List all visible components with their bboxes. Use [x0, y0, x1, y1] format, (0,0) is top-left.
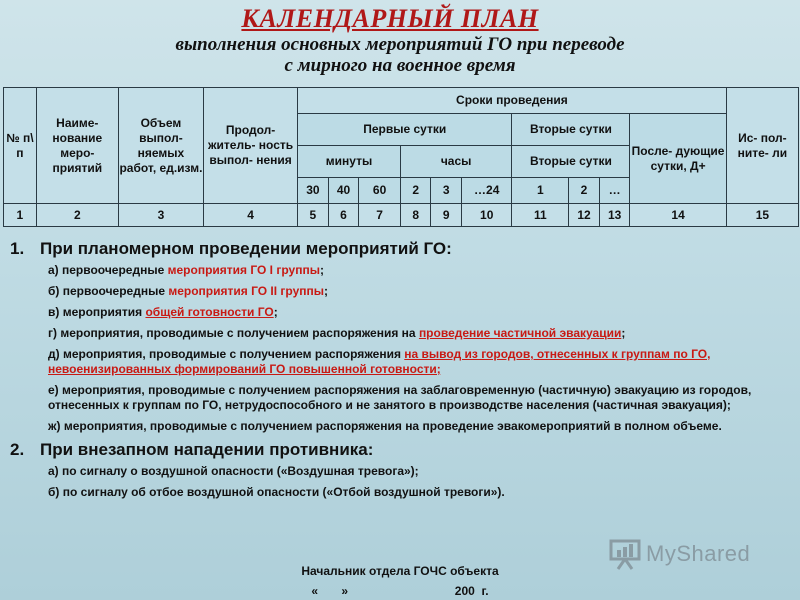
item-highlight: мероприятия ГО I группы: [167, 263, 320, 277]
section-2-number: 2.: [10, 440, 25, 459]
cell-min-60: 60: [359, 178, 401, 204]
section-1-number: 1.: [10, 239, 25, 258]
cell-min-40: 40: [328, 178, 359, 204]
col-number: 11: [512, 204, 569, 227]
col-number: 12: [569, 204, 600, 227]
item-highlight: на вывод из городов, отнесенных к группам по ГО, невоенизированных формирований ГО повышенной готовности;: [48, 347, 711, 376]
item-highlight: общей готовности ГО: [145, 305, 274, 319]
item-text: д) мероприятия, проводимые с получением распоряжения: [48, 347, 405, 361]
item-1a: [48, 263, 795, 278]
header-minutes: минуты: [298, 146, 401, 178]
item-text: б) первоочередные: [48, 284, 169, 298]
header-next-days: После- дующие сутки, Д+: [630, 114, 726, 204]
cell-day-more: …: [599, 178, 630, 204]
section-2-heading: [10, 440, 795, 460]
presentation-board-icon: [608, 538, 642, 570]
cell-hour-3: 3: [431, 178, 462, 204]
item-1e: [48, 347, 795, 377]
col-number: 1: [4, 204, 37, 227]
header-duration: Продол- житель- ность выпол- нения: [204, 88, 298, 204]
page-title: КАЛЕНДАРНЫЙ ПЛАН: [241, 4, 539, 33]
header-hours: часы: [400, 146, 512, 178]
col-number: 5: [298, 204, 329, 227]
cell-hour-24: …24: [462, 178, 512, 204]
header: [0, 4, 800, 76]
item-2b: б) по сигналу об отбое воздушной опасности («Отбой воздушной тревоги»).: [48, 485, 505, 499]
item-1g: ж) мероприятия, проводимые с получением распоряжения на проведение эвакомероприятий в полном объеме.: [48, 419, 722, 433]
item-1d: [48, 326, 795, 341]
watermark-logo: [608, 538, 768, 570]
item-text: ;: [324, 284, 329, 298]
section-1-heading: [10, 239, 795, 259]
item-1b: [48, 284, 795, 299]
item-text: ;: [621, 326, 626, 340]
col-number: 4: [204, 204, 298, 227]
col-number: 9: [431, 204, 462, 227]
content: [10, 235, 795, 506]
header-no: № п\ п: [4, 88, 37, 204]
header-second-day-sub: Вторые сутки: [512, 146, 630, 178]
item-highlight: мероприятия ГО II группы: [168, 284, 325, 298]
item-1f: е) мероприятия, проводимые с получением распоряжения на заблаговременную (частичную) эвакуацию из городов, отнесенных к группам по ГО, нетрудоспособного и не занятого в производстве населения (частичная эвакуация);: [48, 383, 752, 412]
col-number: 2: [36, 204, 118, 227]
header-first-day: Первые сутки: [298, 114, 512, 146]
item-text: а) первоочередные: [48, 263, 168, 277]
subtitle-line-2: с мирного на военное время: [284, 55, 516, 76]
section-1-title: При планомерном проведении мероприятий ГО:: [40, 239, 452, 258]
plan-table: [3, 87, 799, 227]
subtitle-line-1: выполнения основных мероприятий ГО при переводе: [175, 34, 625, 55]
col-number: 7: [359, 204, 401, 227]
col-number: 14: [630, 204, 726, 227]
header-name: Наиме- нование меро- приятий: [36, 88, 118, 204]
item-text: ;: [273, 305, 278, 319]
watermark-text: MyShared: [646, 541, 751, 566]
item-highlight: проведение частичной эвакуации: [418, 326, 622, 340]
signature-line-2: « » 200 г.: [311, 584, 489, 598]
header-executors: Ис- пол- ните- ли: [726, 88, 798, 204]
cell-hour-2: 2: [400, 178, 431, 204]
col-number: 15: [726, 204, 798, 227]
cell-day-2: 2: [569, 178, 600, 204]
cell-day-1: 1: [512, 178, 569, 204]
cell-min-30: 30: [298, 178, 329, 204]
item-text: ;: [319, 263, 324, 277]
signature-line-1: Начальник отдела ГОЧС объекта: [301, 564, 499, 578]
item-text: в) мероприятия: [48, 305, 146, 319]
item-1c: [48, 305, 795, 320]
section-2-title: При внезапном нападении противника:: [40, 440, 374, 459]
col-number: 8: [400, 204, 431, 227]
col-number: 10: [462, 204, 512, 227]
item-2a: а) по сигналу о воздушной опасности («Воздушная тревога»);: [48, 464, 419, 478]
header-terms: Сроки проведения: [298, 88, 727, 114]
col-number: 3: [118, 204, 203, 227]
header-volume: Объем выпол- няемых работ, ед.изм.: [118, 88, 203, 204]
item-text: г) мероприятия, проводимые с получением распоряжения на: [48, 326, 419, 340]
header-second-day: Вторые сутки: [512, 114, 630, 146]
col-number: 6: [328, 204, 359, 227]
col-number: 13: [599, 204, 630, 227]
